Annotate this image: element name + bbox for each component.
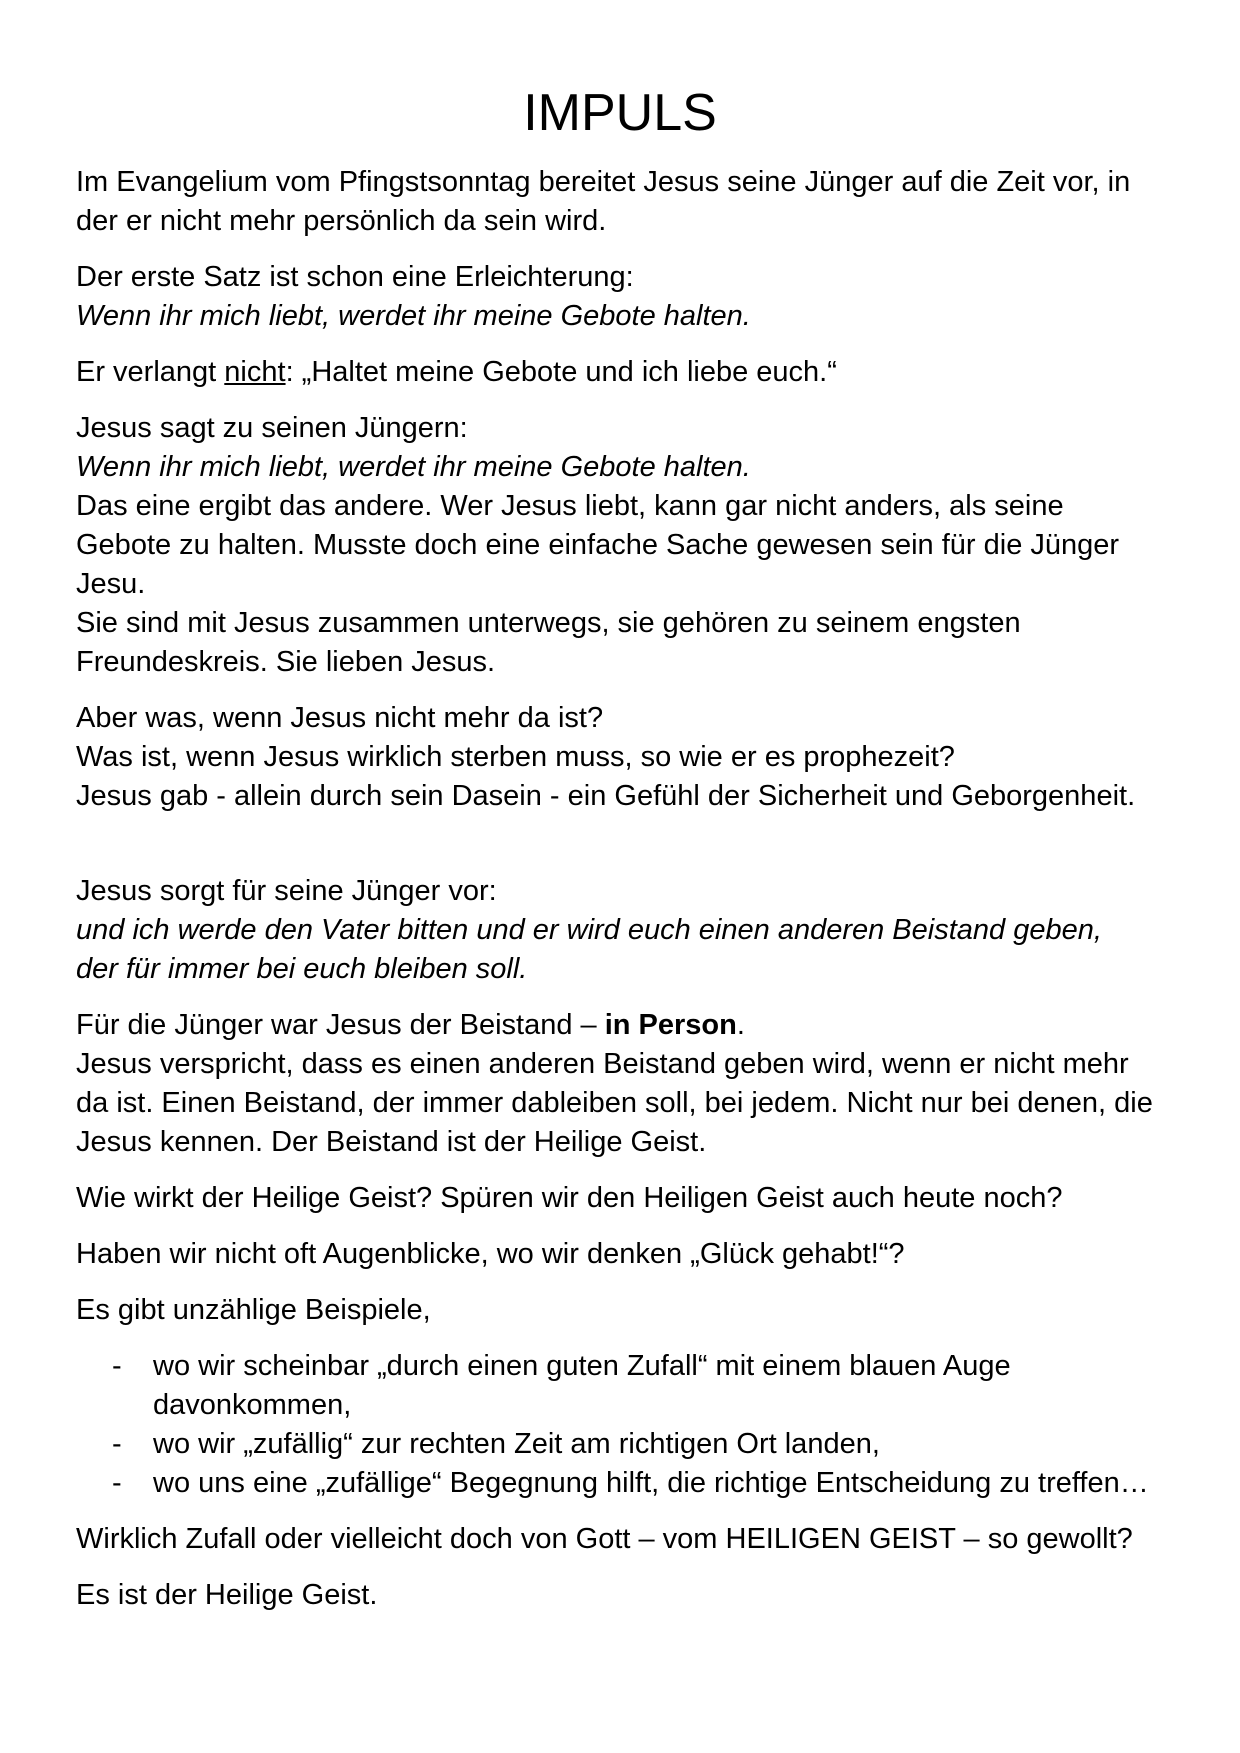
text-line: Das eine ergibt das andere. Wer Jesus liebt, kann gar nicht anders, als seine	[76, 490, 1064, 522]
text-line: da ist. Einen Beistand, der immer dableiben soll, bei jedem. Nicht nur bei denen, die	[76, 1087, 1153, 1119]
paragraph-provision	[76, 872, 1240, 989]
text-line: Es ist der Heilige Geist.	[76, 1579, 378, 1611]
text-line: Jesus kennen. Der Beistand ist der Heilige Geist.	[76, 1126, 707, 1158]
bullet-marker: -	[112, 1428, 122, 1460]
text-line-quote: und ich werde den Vater bitten und er wird euch einen anderen Beistand geben,	[76, 914, 1102, 946]
text-run: Er verlangt	[76, 356, 225, 388]
list-item	[76, 1425, 1240, 1464]
blank-line	[76, 833, 1240, 872]
bullet-marker: -	[112, 1467, 122, 1499]
text-line-quote: Wenn ihr mich liebt, werdet ihr meine Gebote halten.	[76, 300, 751, 332]
paragraph-luck-question	[76, 1235, 1240, 1274]
text-line: Jesus sorgt für seine Jünger vor:	[76, 875, 497, 907]
examples-list	[76, 1347, 1240, 1503]
paragraph-intro	[76, 163, 1240, 241]
list-item-text	[153, 1464, 1149, 1503]
text-line: wo wir scheinbar „durch einen guten Zufall“ mit einem blauen Auge	[153, 1350, 1011, 1382]
text-run-underlined: nicht	[224, 356, 286, 388]
text-line: Es gibt unzählige Beispiele,	[76, 1294, 431, 1326]
list-item-text	[153, 1425, 880, 1464]
paragraph-what-if	[76, 699, 1240, 816]
text-line-quote: der für immer bei euch bleiben soll.	[76, 953, 528, 985]
text-line: Was ist, wenn Jesus wirklich sterben muss, so wie er es prophezeit?	[76, 741, 955, 773]
text-line: Jesus verspricht, dass es einen anderen Beistand geben wird, wenn er nicht mehr	[76, 1048, 1129, 1080]
text-line: Im Evangelium vom Pfingstsonntag bereitet Jesus seine Jünger auf die Zeit vor, in	[76, 166, 1131, 198]
text-line: wo wir „zufällig“ zur rechten Zeit am richtigen Ort landen,	[153, 1428, 880, 1460]
text-run-bold: in Person	[604, 1009, 737, 1041]
text-line: Jesus gab - allein durch sein Dasein - ein Gefühl der Sicherheit und Geborgenheit.	[76, 780, 1136, 812]
text-line: Jesu.	[76, 568, 146, 600]
text-line: Wirklich Zufall oder vielleicht doch von Gott – vom HEILIGEN GEIST – so gewollt?	[76, 1523, 1133, 1555]
text-line: Wie wirkt der Heilige Geist? Spüren wir den Heiligen Geist auch heute noch?	[76, 1182, 1063, 1214]
paragraph-examples-intro	[76, 1291, 1240, 1330]
page-title: IMPULS	[523, 84, 717, 142]
paragraph-spirit-question	[76, 1179, 1240, 1218]
text-run: .	[736, 1009, 745, 1041]
list-item	[76, 1464, 1240, 1503]
paragraph-disciples	[76, 409, 1240, 682]
text-line: Freundeskreis. Sie lieben Jesus.	[76, 646, 496, 678]
bullet-marker: -	[112, 1350, 122, 1382]
text-line-quote: Wenn ihr mich liebt, werdet ihr meine Gebote halten.	[76, 451, 751, 483]
list-item-text	[153, 1347, 1011, 1425]
list-item	[76, 1347, 1240, 1425]
paragraph-conclusion-question	[76, 1520, 1240, 1559]
paragraph-first-sentence	[76, 258, 1240, 336]
paragraph-conclusion	[76, 1576, 1240, 1615]
text-line: der er nicht mehr persönlich da sein wird.	[76, 205, 607, 237]
text-line: Jesus sagt zu seinen Jüngern:	[76, 412, 468, 444]
text-line: Der erste Satz ist schon eine Erleichterung:	[76, 261, 634, 293]
text-line: Haben wir nicht oft Augenblicke, wo wir denken „Glück gehabt!“?	[76, 1238, 905, 1270]
text-run: Für die Jünger war Jesus der Beistand –	[76, 1009, 605, 1041]
text-line: wo uns eine „zufällige“ Begegnung hilft, die richtige Entscheidung zu treffen…	[153, 1467, 1149, 1499]
text-line: Gebote zu halten. Musste doch eine einfache Sache gewesen sein für die Jünger	[76, 529, 1120, 561]
text-line: davonkommen,	[153, 1389, 352, 1421]
paragraph-demand	[76, 353, 1240, 392]
text-run: : „Haltet meine Gebote und ich liebe euch.“	[285, 356, 837, 388]
text-line: Sie sind mit Jesus zusammen unterwegs, sie gehören zu seinem engsten	[76, 607, 1021, 639]
text-line: Aber was, wenn Jesus nicht mehr da ist?	[76, 702, 604, 734]
paragraph-beistand	[76, 1006, 1240, 1162]
